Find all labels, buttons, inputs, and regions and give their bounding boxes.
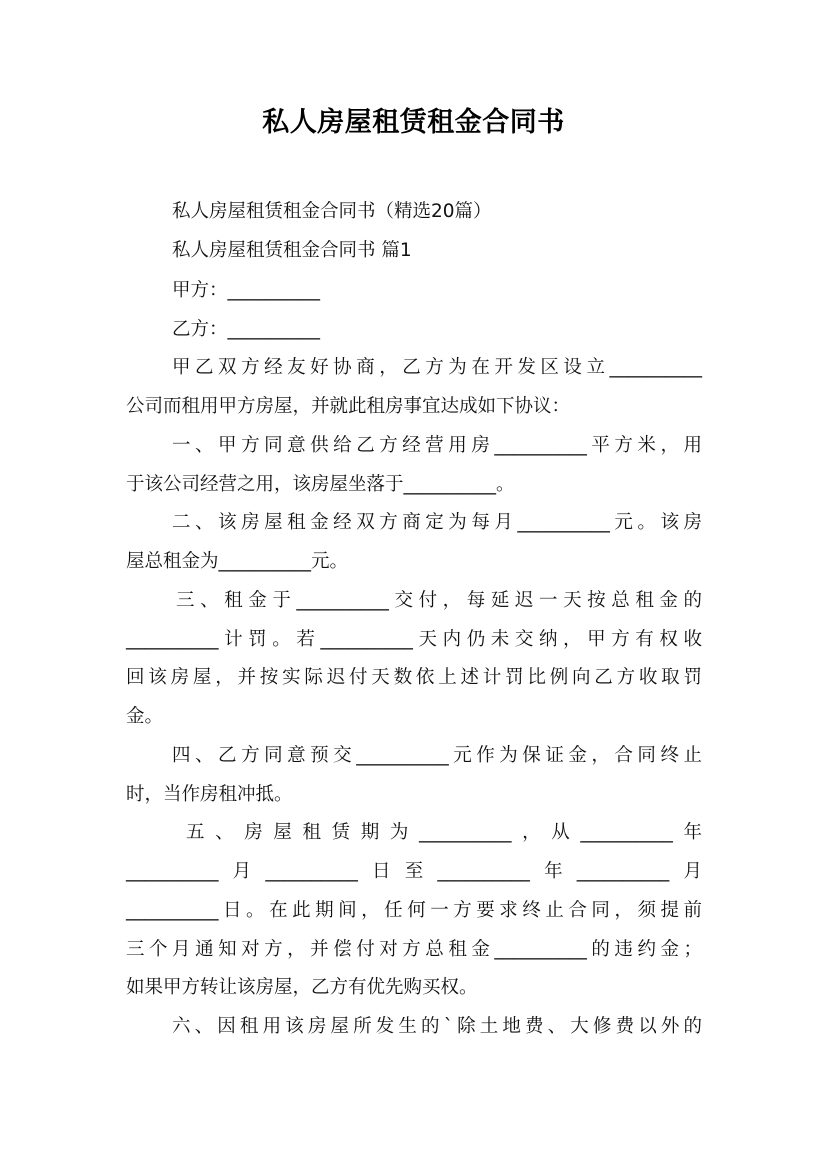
clause-3-line: 三、租金于__________交付，每延迟一天按总租金的	[176, 590, 702, 611]
clause-3-line: 金。	[126, 706, 164, 727]
clause-5-line: __________日。在此期间，任何一方要求终止合同，须提前	[126, 900, 702, 921]
clause-3-line: 回该房屋，并按实际迟付天数依上述计罚比例向乙方收取罚	[126, 667, 702, 688]
clause-2-line: 二、该房屋租金经双方商定为每月__________元。该房	[172, 512, 702, 533]
clause-4-line: 时，当作房租冲抵。	[126, 784, 293, 805]
party-b-line: 乙方：__________	[172, 319, 321, 340]
clause-5-line: 五、房屋租赁期为__________，从__________年	[186, 822, 702, 843]
clause-5-line: __________月__________日至__________年__________月	[126, 861, 702, 882]
document-title: 私人房屋租赁租金合同书	[262, 107, 565, 138]
clause-5-line: 三个月通知对方，并偿付对方总租金__________的违约金；	[126, 939, 702, 960]
section-heading: 私人房屋租赁租金合同书 篇1	[172, 240, 412, 261]
subtitle-line: 私人房屋租赁租金合同书（精选20篇）	[172, 201, 492, 222]
clause-6-line: 六、因租用该房屋所发生的`除土地费、大修费以外的	[172, 1016, 702, 1037]
clause-1-line: 一、甲方同意供给乙方经营用房__________平方米，用	[172, 435, 702, 456]
clause-4-line: 四、乙方同意预交__________元作为保证金，合同终止	[172, 745, 702, 766]
paragraph-line: 公司而租用甲方房屋，并就此租房事宜达成如下协议：	[126, 396, 571, 417]
clause-3-line: __________计罚。若__________天内仍未交纳，甲方有权收	[126, 629, 702, 650]
clause-2-line: 屋总租金为__________元。	[126, 551, 349, 572]
party-a-line: 甲方：__________	[172, 280, 321, 301]
clause-1-line: 于该公司经营之用，该房屋坐落于__________。	[126, 474, 515, 495]
paragraph-line: 甲乙双方经友好协商，乙方为在开发区设立__________	[172, 357, 702, 378]
clause-5-line: 如果甲方转让该房屋，乙方有优先购买权。	[126, 977, 478, 998]
